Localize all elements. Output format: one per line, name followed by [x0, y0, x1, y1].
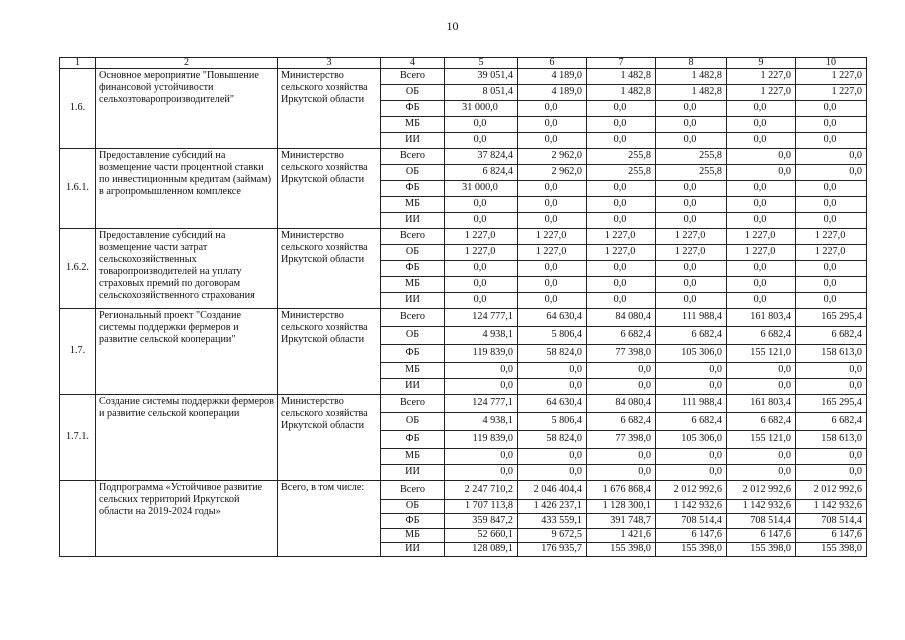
amount-cell: 119 839,0 [445, 345, 518, 363]
amount-cell: 84 080,4 [587, 395, 656, 413]
row-code: 1.6. [60, 69, 96, 149]
amount-cell: 0,0 [796, 363, 867, 379]
amount-cell: 77 398,0 [587, 431, 656, 449]
amount-cell: 0,0 [656, 449, 727, 465]
amount-cell: 155 398,0 [796, 543, 867, 557]
amount-cell: 105 306,0 [656, 345, 727, 363]
table-row [60, 69, 867, 85]
amount-cell: 176 935,7 [518, 543, 587, 557]
amount-cell: 8 051,4 [445, 85, 518, 101]
funding-source: МБ [381, 363, 445, 379]
measure-name: Подпрограмма «Устойчивое развитие сельских территорий Иркутской области на 2019-2024 годы» [96, 481, 278, 557]
amount-cell: 1 227,0 [727, 229, 796, 245]
amount-cell: 0,0 [796, 379, 867, 395]
amount-cell: 0,0 [796, 149, 867, 165]
amount-cell: 1 482,8 [587, 85, 656, 101]
amount-cell: 6 682,4 [587, 327, 656, 345]
funding-source: МБ [381, 277, 445, 293]
amount-cell: 1 227,0 [656, 245, 727, 261]
amount-cell: 0,0 [727, 117, 796, 133]
amount-cell: 6 682,4 [796, 327, 867, 345]
amount-cell: 0,0 [656, 293, 727, 309]
amount-cell: 9 672,5 [518, 529, 587, 543]
amount-cell: 0,0 [587, 197, 656, 213]
amount-cell: 6 824,4 [445, 165, 518, 181]
amount-cell: 0,0 [656, 101, 727, 117]
amount-cell: 255,8 [656, 149, 727, 165]
amount-cell: 5 806,4 [518, 413, 587, 431]
amount-cell: 255,8 [656, 165, 727, 181]
amount-cell: 0,0 [587, 261, 656, 277]
amount-cell: 124 777,1 [445, 309, 518, 327]
amount-cell: 0,0 [656, 181, 727, 197]
amount-cell: 1 142 932,6 [796, 500, 867, 514]
column-header: 10 [796, 58, 867, 69]
measure-name: Предоставление субсидий на возмещение части затрат сельскохозяйственных товаропроизводителей на уплату страховых премий по договорам сельскохозяйственного страхования [96, 229, 278, 309]
table-row [60, 149, 867, 165]
amount-cell: 1 227,0 [518, 245, 587, 261]
amount-cell: 165 295,4 [796, 395, 867, 413]
amount-cell: 1 482,8 [656, 85, 727, 101]
amount-cell: 0,0 [656, 213, 727, 229]
amount-cell: 0,0 [796, 165, 867, 181]
amount-cell: 1 227,0 [796, 69, 867, 85]
amount-cell: 111 988,4 [656, 309, 727, 327]
amount-cell: 1 227,0 [796, 229, 867, 245]
column-header: 5 [445, 58, 518, 69]
amount-cell: 2 962,0 [518, 149, 587, 165]
column-header: 3 [278, 58, 381, 69]
amount-cell: 155 121,0 [727, 345, 796, 363]
amount-cell: 1 227,0 [656, 229, 727, 245]
amount-cell: 0,0 [518, 101, 587, 117]
amount-cell: 2 046 404,4 [518, 481, 587, 500]
amount-cell: 2 012 992,6 [727, 481, 796, 500]
amount-cell: 0,0 [518, 277, 587, 293]
executor: Министерство сельского хозяйства Иркутской области [278, 69, 381, 149]
table-row [60, 481, 867, 500]
column-header: 4 [381, 58, 445, 69]
amount-cell: 158 613,0 [796, 431, 867, 449]
amount-cell: 0,0 [727, 363, 796, 379]
budget-table [59, 57, 867, 557]
amount-cell: 0,0 [518, 213, 587, 229]
amount-cell: 158 613,0 [796, 345, 867, 363]
amount-cell: 0,0 [656, 133, 727, 149]
funding-source: ИИ [381, 465, 445, 481]
amount-cell: 1 227,0 [445, 229, 518, 245]
amount-cell: 58 824,0 [518, 345, 587, 363]
amount-cell: 84 080,4 [587, 309, 656, 327]
amount-cell: 1 227,0 [796, 245, 867, 261]
column-header: 6 [518, 58, 587, 69]
amount-cell: 0,0 [796, 465, 867, 481]
amount-cell: 0,0 [656, 197, 727, 213]
amount-cell: 155 398,0 [587, 543, 656, 557]
amount-cell: 64 630,4 [518, 395, 587, 413]
amount-cell: 0,0 [518, 117, 587, 133]
amount-cell: 1 227,0 [587, 229, 656, 245]
amount-cell: 5 806,4 [518, 327, 587, 345]
funding-source: МБ [381, 117, 445, 133]
column-header: 2 [96, 58, 278, 69]
funding-source: ОБ [381, 413, 445, 431]
amount-cell: 6 682,4 [796, 413, 867, 431]
amount-cell: 0,0 [796, 449, 867, 465]
amount-cell: 1 128 300,1 [587, 500, 656, 514]
amount-cell: 0,0 [518, 465, 587, 481]
funding-source: ИИ [381, 293, 445, 309]
amount-cell: 105 306,0 [656, 431, 727, 449]
amount-cell: 0,0 [656, 261, 727, 277]
executor: Министерство сельского хозяйства Иркутской области [278, 149, 381, 229]
executor: Министерство сельского хозяйства Иркутской области [278, 309, 381, 395]
funding-source: Всего [381, 481, 445, 500]
amount-cell: 255,8 [587, 149, 656, 165]
amount-cell: 0,0 [587, 133, 656, 149]
amount-cell: 708 514,4 [727, 514, 796, 529]
table-row [60, 229, 867, 245]
amount-cell: 4 189,0 [518, 69, 587, 85]
amount-cell: 2 247 710,2 [445, 481, 518, 500]
measure-name: Создание системы поддержки фермеров и развитие сельской кооперации [96, 395, 278, 481]
amount-cell: 6 682,4 [656, 413, 727, 431]
amount-cell: 0,0 [445, 261, 518, 277]
amount-cell: 31 000,0 [445, 181, 518, 197]
funding-source: ФБ [381, 261, 445, 277]
amount-cell: 0,0 [518, 133, 587, 149]
funding-source: МБ [381, 197, 445, 213]
amount-cell: 1 426 237,1 [518, 500, 587, 514]
funding-source: Всего [381, 395, 445, 413]
row-code: 1.7. [60, 309, 96, 395]
amount-cell: 1 227,0 [518, 229, 587, 245]
amount-cell: 0,0 [587, 363, 656, 379]
row-code [60, 481, 96, 557]
amount-cell: 0,0 [518, 363, 587, 379]
funding-source: МБ [381, 529, 445, 543]
amount-cell: 0,0 [727, 465, 796, 481]
amount-cell: 708 514,4 [656, 514, 727, 529]
amount-cell: 0,0 [796, 133, 867, 149]
amount-cell: 165 295,4 [796, 309, 867, 327]
amount-cell: 0,0 [656, 379, 727, 395]
amount-cell: 0,0 [518, 379, 587, 395]
executor: Министерство сельского хозяйства Иркутской области [278, 395, 381, 481]
amount-cell: 0,0 [445, 363, 518, 379]
funding-source: Всего [381, 309, 445, 327]
amount-cell: 64 630,4 [518, 309, 587, 327]
amount-cell: 1 227,0 [796, 85, 867, 101]
amount-cell: 359 847,2 [445, 514, 518, 529]
amount-cell: 0,0 [727, 149, 796, 165]
amount-cell: 1 676 868,4 [587, 481, 656, 500]
amount-cell: 155 121,0 [727, 431, 796, 449]
table-row [60, 309, 867, 327]
amount-cell: 6 147,6 [656, 529, 727, 543]
amount-cell: 255,8 [587, 165, 656, 181]
amount-cell: 0,0 [727, 277, 796, 293]
amount-cell: 2 962,0 [518, 165, 587, 181]
amount-cell: 6 682,4 [656, 327, 727, 345]
amount-cell: 0,0 [796, 101, 867, 117]
amount-cell: 0,0 [445, 197, 518, 213]
amount-cell: 391 748,7 [587, 514, 656, 529]
funding-source: ОБ [381, 245, 445, 261]
amount-cell: 1 421,6 [587, 529, 656, 543]
column-header: 1 [60, 58, 96, 69]
amount-cell: 6 147,6 [727, 529, 796, 543]
amount-cell: 2 012 992,6 [796, 481, 867, 500]
amount-cell: 0,0 [796, 213, 867, 229]
amount-cell: 4 938,1 [445, 327, 518, 345]
amount-cell: 0,0 [727, 133, 796, 149]
amount-cell: 58 824,0 [518, 431, 587, 449]
amount-cell: 0,0 [796, 277, 867, 293]
amount-cell: 1 227,0 [587, 245, 656, 261]
amount-cell: 0,0 [445, 465, 518, 481]
amount-cell: 0,0 [445, 133, 518, 149]
amount-cell: 0,0 [656, 117, 727, 133]
amount-cell: 0,0 [518, 261, 587, 277]
amount-cell: 0,0 [727, 101, 796, 117]
measure-name: Основное мероприятие "Повышение финансовой устойчивости сельхозтоваропроизводителей" [96, 69, 278, 149]
amount-cell: 0,0 [518, 293, 587, 309]
amount-cell: 39 051,4 [445, 69, 518, 85]
table-row [60, 395, 867, 413]
amount-cell: 77 398,0 [587, 345, 656, 363]
funding-source: ИИ [381, 133, 445, 149]
funding-source: Всего [381, 69, 445, 85]
amount-cell: 0,0 [445, 449, 518, 465]
amount-cell: 6 682,4 [587, 413, 656, 431]
amount-cell: 2 012 992,6 [656, 481, 727, 500]
amount-cell: 1 142 932,6 [727, 500, 796, 514]
measure-name: Предоставление субсидий на возмещение части процентной ставки по инвестиционным кредитам (займам) в агропромышленном комплексе [96, 149, 278, 229]
amount-cell: 119 839,0 [445, 431, 518, 449]
amount-cell: 1 142 932,6 [656, 500, 727, 514]
amount-cell: 124 777,1 [445, 395, 518, 413]
amount-cell: 0,0 [587, 277, 656, 293]
amount-cell: 6 682,4 [727, 327, 796, 345]
amount-cell: 0,0 [656, 465, 727, 481]
amount-cell: 0,0 [587, 293, 656, 309]
executor: Всего, в том числе: [278, 481, 381, 557]
amount-cell: 0,0 [587, 213, 656, 229]
amount-cell: 0,0 [518, 197, 587, 213]
amount-cell: 0,0 [656, 277, 727, 293]
amount-cell: 433 559,1 [518, 514, 587, 529]
amount-cell: 0,0 [727, 213, 796, 229]
funding-source: ОБ [381, 327, 445, 345]
amount-cell: 52 660,1 [445, 529, 518, 543]
amount-cell: 0,0 [727, 379, 796, 395]
amount-cell: 161 803,4 [727, 309, 796, 327]
amount-cell: 0,0 [587, 465, 656, 481]
amount-cell: 0,0 [518, 449, 587, 465]
amount-cell: 0,0 [587, 449, 656, 465]
amount-cell: 708 514,4 [796, 514, 867, 529]
funding-source: ФБ [381, 345, 445, 363]
amount-cell: 155 398,0 [727, 543, 796, 557]
funding-source: Всего [381, 229, 445, 245]
table-body [60, 58, 867, 557]
amount-cell: 31 000,0 [445, 101, 518, 117]
funding-source: ИИ [381, 379, 445, 395]
amount-cell: 0,0 [656, 363, 727, 379]
row-code: 1.6.1. [60, 149, 96, 229]
executor: Министерство сельского хозяйства Иркутской области [278, 229, 381, 309]
amount-cell: 128 089,1 [445, 543, 518, 557]
amount-cell: 1 482,8 [587, 69, 656, 85]
amount-cell: 0,0 [445, 379, 518, 395]
amount-cell: 37 824,4 [445, 149, 518, 165]
funding-source: ОБ [381, 500, 445, 514]
amount-cell: 1 227,0 [727, 69, 796, 85]
amount-cell: 0,0 [587, 101, 656, 117]
funding-source: ИИ [381, 543, 445, 557]
amount-cell: 0,0 [445, 277, 518, 293]
funding-source: МБ [381, 449, 445, 465]
row-code: 1.6.2. [60, 229, 96, 309]
amount-cell: 0,0 [796, 181, 867, 197]
column-header: 8 [656, 58, 727, 69]
column-header: 7 [587, 58, 656, 69]
funding-source: ФБ [381, 431, 445, 449]
amount-cell: 0,0 [445, 213, 518, 229]
amount-cell: 0,0 [727, 293, 796, 309]
amount-cell: 0,0 [445, 117, 518, 133]
funding-source: ОБ [381, 85, 445, 101]
amount-cell: 0,0 [727, 449, 796, 465]
amount-cell: 0,0 [796, 293, 867, 309]
row-code: 1.7.1. [60, 395, 96, 481]
amount-cell: 0,0 [727, 197, 796, 213]
funding-source: ФБ [381, 181, 445, 197]
amount-cell: 0,0 [727, 261, 796, 277]
amount-cell: 1 482,8 [656, 69, 727, 85]
page-number: 10 [446, 19, 459, 33]
amount-cell: 0,0 [445, 293, 518, 309]
measure-name: Региональный проект "Создание системы поддержки фермеров и развитие сельской кооперации" [96, 309, 278, 395]
amount-cell: 1 227,0 [727, 245, 796, 261]
amount-cell: 0,0 [587, 117, 656, 133]
funding-source: ФБ [381, 514, 445, 529]
funding-source: ОБ [381, 165, 445, 181]
amount-cell: 0,0 [727, 165, 796, 181]
amount-cell: 1 707 113,8 [445, 500, 518, 514]
amount-cell: 0,0 [587, 181, 656, 197]
amount-cell: 0,0 [796, 117, 867, 133]
column-header-row [60, 58, 867, 69]
funding-source: ИИ [381, 213, 445, 229]
amount-cell: 6 682,4 [727, 413, 796, 431]
amount-cell: 161 803,4 [727, 395, 796, 413]
amount-cell: 0,0 [587, 379, 656, 395]
column-header: 9 [727, 58, 796, 69]
funding-source: ФБ [381, 101, 445, 117]
amount-cell: 4 189,0 [518, 85, 587, 101]
amount-cell: 4 938,1 [445, 413, 518, 431]
amount-cell: 0,0 [796, 261, 867, 277]
amount-cell: 6 147,6 [796, 529, 867, 543]
funding-source: Всего [381, 149, 445, 165]
amount-cell: 1 227,0 [727, 85, 796, 101]
amount-cell: 1 227,0 [445, 245, 518, 261]
amount-cell: 155 398,0 [656, 543, 727, 557]
amount-cell: 0,0 [796, 197, 867, 213]
amount-cell: 0,0 [727, 181, 796, 197]
amount-cell: 0,0 [518, 181, 587, 197]
amount-cell: 111 988,4 [656, 395, 727, 413]
